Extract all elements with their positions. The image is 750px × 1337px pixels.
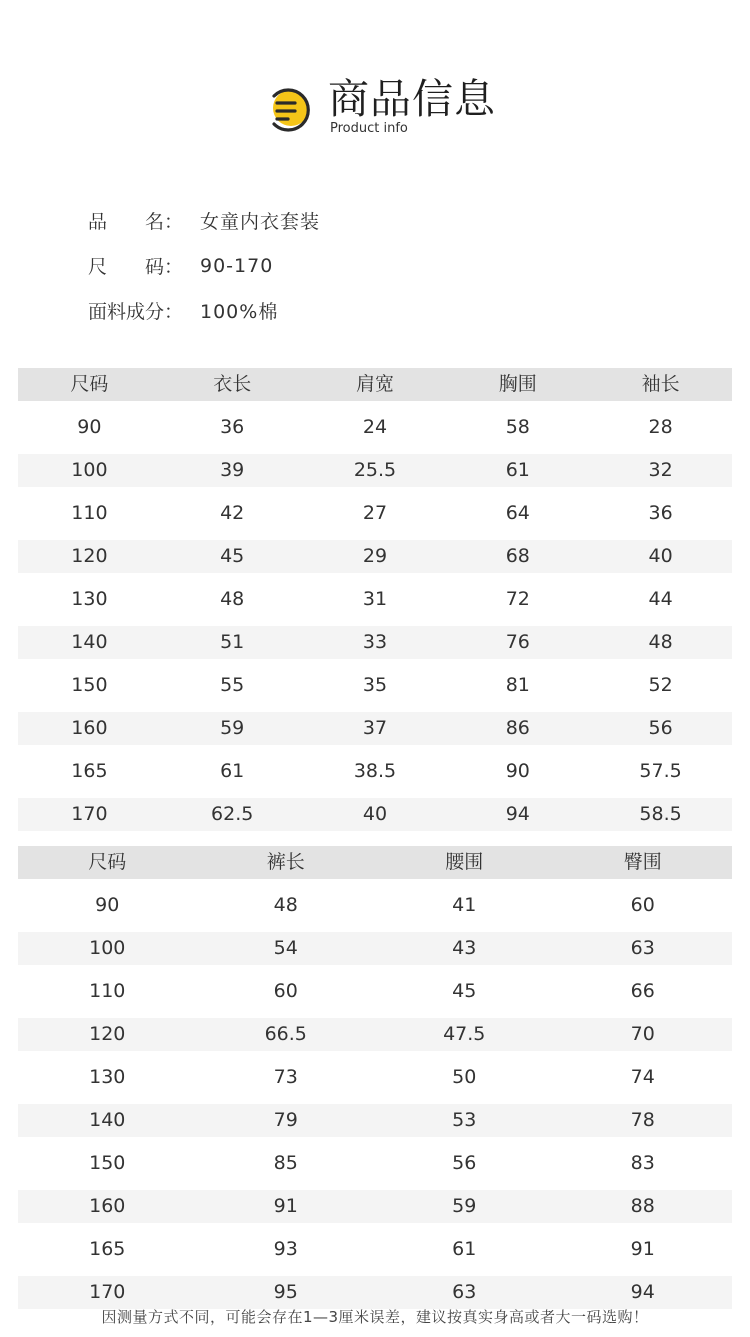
- table-row: [18, 1190, 732, 1223]
- page-title: 商品信息: [328, 75, 496, 123]
- table-row: [18, 1233, 732, 1266]
- table-cell: 91: [630, 1238, 655, 1260]
- table-cell: 44: [648, 588, 673, 610]
- table-cell: 79: [273, 1109, 298, 1131]
- table-cell: 160: [89, 1195, 126, 1217]
- table-cell: 56: [648, 717, 673, 739]
- table-cell: 60: [630, 894, 655, 916]
- info-label-part: 码: [145, 256, 165, 278]
- info-label-part: 品: [88, 211, 108, 233]
- table-cell: 28: [648, 416, 673, 438]
- measurement-note: 因测量方式不同，可能会存在1—3厘米误差，建议按真实身高或者大一码选购！: [101, 1308, 649, 1326]
- table-header-cell: 袖长: [641, 373, 680, 395]
- document-icon: [264, 84, 314, 134]
- table-cell: 100: [89, 937, 126, 959]
- table-row: [18, 889, 732, 922]
- table-cell: 85: [273, 1152, 298, 1174]
- info-label-part: 尺: [88, 256, 108, 278]
- table-row: [18, 626, 732, 659]
- table-cell: 88: [630, 1195, 655, 1217]
- table-row: [18, 540, 732, 573]
- table-cell: 63: [630, 937, 655, 959]
- info-label: [88, 252, 200, 279]
- table-cell: 48: [648, 631, 673, 653]
- table-header-cell: 裤长: [266, 851, 305, 873]
- table-cell: 56: [452, 1152, 477, 1174]
- table-cell: 93: [273, 1238, 298, 1260]
- table-cell: 160: [71, 717, 108, 739]
- table-cell: 130: [89, 1066, 126, 1088]
- table-cell: 29: [362, 545, 388, 567]
- table-cell: 42: [220, 502, 245, 524]
- table-header-cell: 臀围: [623, 851, 662, 873]
- table-cell: 27: [362, 502, 388, 524]
- table-cell: 150: [89, 1152, 126, 1174]
- info-label-part: 名: [145, 211, 165, 233]
- table-row: [18, 497, 732, 530]
- info-colon: ：: [164, 211, 184, 233]
- table-header-cell: 肩宽: [355, 373, 394, 395]
- table-cell: 55: [220, 674, 245, 696]
- top-size-table: [18, 368, 732, 841]
- table-header-cell: 尺码: [88, 851, 127, 873]
- info-value: 100%棉: [200, 301, 279, 323]
- table-cell: 78: [630, 1109, 655, 1131]
- table-cell: 39: [220, 459, 245, 481]
- table-cell: 37: [362, 717, 388, 739]
- table-cell: 48: [220, 588, 245, 610]
- table-cell: 60: [273, 980, 298, 1002]
- table-cell: 61: [505, 459, 530, 481]
- table-row: [18, 1147, 732, 1180]
- table-cell: 63: [452, 1281, 477, 1303]
- table-cell: 54: [273, 937, 298, 959]
- table-cell: 33: [362, 631, 388, 653]
- table-cell: 45: [452, 980, 477, 1002]
- table-cell: 43: [452, 937, 477, 959]
- table-cell: 53: [452, 1109, 477, 1131]
- table-row: [18, 583, 732, 616]
- table-cell: 41: [452, 894, 477, 916]
- product-info: [88, 198, 508, 333]
- table-row: [18, 454, 732, 487]
- table-cell: 24: [362, 416, 388, 438]
- table-row: [18, 411, 732, 444]
- table-cell: 90: [77, 416, 102, 438]
- page-subtitle: Product info: [330, 121, 408, 136]
- table-cell: 91: [273, 1195, 298, 1217]
- table-cell: 140: [89, 1109, 126, 1131]
- table-cell: 64: [505, 502, 530, 524]
- info-row-name: [88, 198, 508, 243]
- info-value: 90-170: [200, 254, 274, 277]
- table-cell: 83: [630, 1152, 655, 1174]
- table-cell: 70: [630, 1023, 655, 1045]
- table-cell: 48: [273, 894, 298, 916]
- table-cell: 140: [71, 631, 108, 653]
- table-cell: 94: [505, 803, 530, 825]
- table-cell: 35: [362, 674, 388, 696]
- table-row: [18, 755, 732, 788]
- table-cell: 165: [71, 760, 108, 782]
- table-cell: 170: [89, 1281, 126, 1303]
- table-header-row: [18, 368, 732, 401]
- table-cell: 170: [71, 803, 108, 825]
- table-cell: 81: [505, 674, 530, 696]
- table-row: [18, 712, 732, 745]
- table-cell: 76: [505, 631, 530, 653]
- table-cell: 59: [452, 1195, 477, 1217]
- table-cell: 130: [71, 588, 108, 610]
- section-header: [264, 74, 524, 144]
- table-row: [18, 1061, 732, 1094]
- table-cell: 86: [505, 717, 530, 739]
- table-header-cell: 腰围: [445, 851, 484, 873]
- info-colon: ：: [164, 301, 184, 323]
- info-value: 女童内衣套装: [200, 211, 321, 233]
- table-cell: 45: [220, 545, 245, 567]
- table-cell: 31: [362, 588, 388, 610]
- table-cell: 50: [452, 1066, 477, 1088]
- table-cell: 36: [648, 502, 673, 524]
- info-colon: ：: [164, 256, 184, 278]
- table-row: [18, 932, 732, 965]
- info-label: [88, 207, 200, 234]
- table-cell: 62.5: [211, 803, 254, 825]
- table-header-cell: 衣长: [213, 373, 252, 395]
- table-cell: 40: [362, 803, 388, 825]
- table-cell: 94: [630, 1281, 655, 1303]
- table-cell: 38.5: [353, 760, 397, 782]
- table-row: [18, 975, 732, 1008]
- info-label: [88, 297, 200, 324]
- table-cell: 36: [220, 416, 245, 438]
- info-row-material: [88, 288, 508, 333]
- table-cell: 61: [220, 760, 245, 782]
- table-cell: 110: [71, 502, 108, 524]
- table-cell: 59: [220, 717, 245, 739]
- table-cell: 58: [505, 416, 530, 438]
- table-cell: 150: [71, 674, 108, 696]
- table-cell: 66.5: [264, 1023, 307, 1045]
- table-cell: 90: [505, 760, 530, 782]
- table-row: [18, 798, 732, 831]
- info-label-part: 面料成分: [88, 301, 165, 323]
- table-cell: 61: [452, 1238, 477, 1260]
- table-cell: 110: [89, 980, 126, 1002]
- table-cell: 95: [273, 1281, 298, 1303]
- table-row: [18, 1018, 732, 1051]
- table-header-cell: 胸围: [498, 373, 537, 395]
- table-row: [18, 1104, 732, 1137]
- table-cell: 57.5: [639, 760, 682, 782]
- table-cell: 58.5: [639, 803, 682, 825]
- table-cell: 32: [648, 459, 673, 481]
- table-row: [18, 669, 732, 702]
- table-cell: 40: [648, 545, 673, 567]
- table-header-row: [18, 846, 732, 879]
- table-cell: 100: [71, 459, 108, 481]
- table-cell: 47.5: [443, 1023, 486, 1045]
- table-cell: 25.5: [353, 459, 397, 481]
- info-row-size: [88, 243, 508, 288]
- table-cell: 68: [505, 545, 530, 567]
- bottom-size-table: [18, 846, 732, 1319]
- table-cell: 120: [89, 1023, 126, 1045]
- table-cell: 74: [630, 1066, 655, 1088]
- table-cell: 72: [505, 588, 530, 610]
- table-cell: 66: [630, 980, 655, 1002]
- table-cell: 90: [95, 894, 120, 916]
- table-cell: 52: [648, 674, 673, 696]
- table-cell: 165: [89, 1238, 126, 1260]
- table-row: [18, 1276, 732, 1309]
- table-cell: 73: [273, 1066, 298, 1088]
- table-cell: 51: [220, 631, 245, 653]
- table-header-cell: 尺码: [70, 373, 109, 395]
- table-cell: 120: [71, 545, 108, 567]
